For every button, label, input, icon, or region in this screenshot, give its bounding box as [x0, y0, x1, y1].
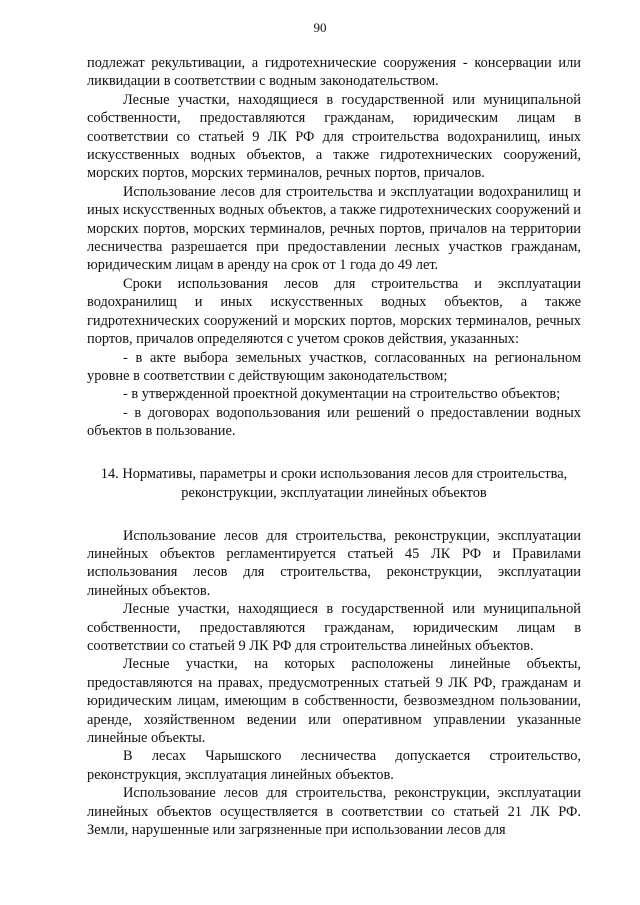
paragraph: Лесные участки, находящиеся в государственной или муниципальной собственности, предоставляются гражданам, юридическим лицам в соответствии со статьей 9 ЛК РФ для строительства водохранилищ, иных искусственных водных объектов, а также гидротехнических сооружений, морских портов, морских терминалов, речных портов, причалов. — [87, 91, 581, 182]
paragraph: В лесах Чарышского лесничества допускается строительство, реконструкция, эксплуатация линейных объектов. — [87, 748, 581, 783]
list-item: - в утвержденной проектной документации на строительство объектов; — [123, 386, 561, 403]
paragraph: Сроки использования лесов для строительства и эксплуатации водохранилищ и иных искусственных водных объектов, а также гидротехнических сооружений и морских портов, морских терминалов, речных портов, причалов определяются с учетом сроков действия, указанных: — [87, 275, 581, 348]
paragraph: Использование лесов для строительства, реконструкции, эксплуатации линейных объектов осуществляется в соответствии со статьей 21 ЛК РФ. Земли, нарушенные или загрязненные при использовании лесов для — [87, 785, 581, 839]
list-item: - в акте выбора земельных участков, согласованных на региональном уровне в соответствии с действующим законодательством; — [87, 349, 581, 384]
paragraph: Использование лесов для строительства, реконструкции, эксплуатации линейных объектов регламентируется статьей 45 ЛК РФ и Правилами использования лесов для строительства, реконструкции, эксплуатации линейных объектов. — [87, 527, 581, 599]
paragraph: Использование лесов для строительства и эксплуатации водохранилищ и иных искусственных водных объектов, а также гидротехнических сооружений и морских портов, морских терминалов, речных портов, причалов на территории лесничества разрешается при предоставлении лесных участков гражданам, юридическим лицам в аренду на срок от 1 года до 49 лет. — [87, 183, 581, 274]
page-number: 90 — [313, 20, 327, 35]
paragraph: подлежат рекультивации, а гидротехнические сооружения - консервации или ликвидации в соответствии с водным законодательством. — [87, 55, 581, 90]
section-heading: 14. Нормативы, параметры и сроки использования лесов для строительства, реконструкции, эксплуатации линейных объектов — [100, 465, 568, 501]
page-body — [87, 54, 581, 839]
paragraph: Лесные участки, находящиеся в государственной или муниципальной собственности, предоставляются гражданам, юридическим лицам в соответствии со статьей 9 ЛК РФ для строительства линейных объектов. — [87, 601, 581, 654]
list-item: - в договорах водопользования или решений о предоставлении водных объектов в пользование. — [87, 404, 581, 440]
paragraph: Лесные участки, на которых расположены линейные объекты, предоставляются на правах, предусмотренных статьей 9 ЛК РФ, гражданам и юридическим лицам, имеющим в собственности, безвозмездном пользовании, аренде, хозяйственном ведении или оперативном управлении указанные линейные объекты. — [87, 656, 581, 746]
